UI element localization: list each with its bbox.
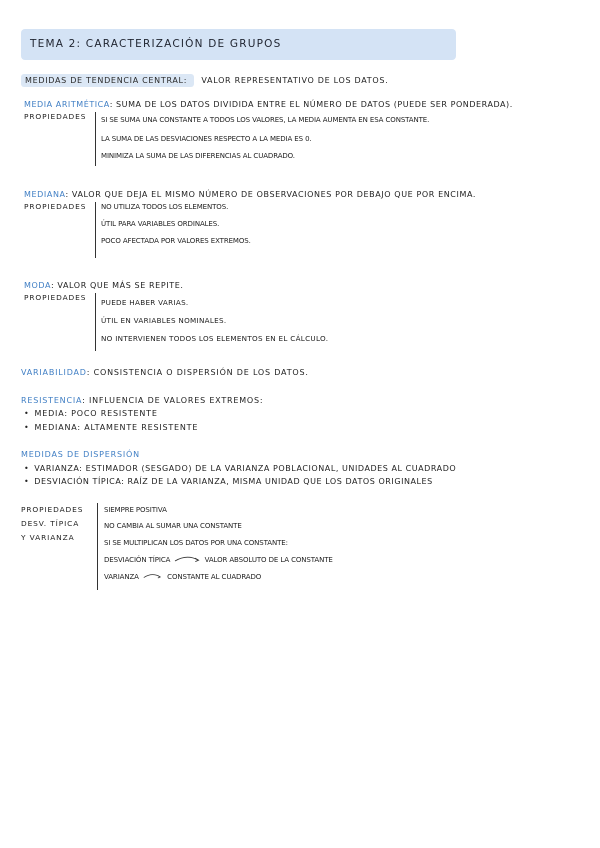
media-definition <box>24 100 513 109</box>
intro-text: VALOR REPRESENTATIVO DE LOS DATOS. <box>201 76 389 85</box>
moda-term: MODA <box>24 281 51 290</box>
moda-definition-text: : VALOR QUE MÁS SE REPITE. <box>50 281 184 290</box>
variabilidad-definition-text: : CONSISTENCIA O DISPERSIÓN DE LOS DATOS. <box>86 368 309 377</box>
title-banner <box>21 29 456 60</box>
media-prop-3: MINIMIZA LA SUMA DE LAS DIFERENCIAS AL CUADRADO. <box>101 152 295 160</box>
dispersion-item-2 <box>24 477 433 486</box>
moda-props-divider <box>95 293 96 351</box>
desv-props-label-line-3: Y VARIANZA <box>21 533 75 542</box>
dispersion-item-1-text: VARIANZA: ESTIMADOR (SESGADO) DE LA VARIANZA POBLACIONAL, UNIDADES AL CUADRADO <box>34 464 457 473</box>
mediana-term: MEDIANA <box>24 190 66 199</box>
resistencia-item-2-text: MEDIANA: ALTAMENTE RESISTENTE <box>34 423 199 432</box>
resistencia-definition <box>21 396 263 405</box>
media-prop-2: LA SUMA DE LAS DESVIACIONES RESPECTO A LA MEDIA ES 0. <box>101 135 312 143</box>
desv-sub-1-left: DESVIACIÓN TÍPICA <box>104 556 171 564</box>
mediana-prop-3: POCO AFECTADA POR VALORES EXTREMOS. <box>101 237 251 245</box>
desv-sub-2 <box>104 572 261 581</box>
media-definition-text: : SUMA DE LOS DATOS DIVIDIDA ENTRE EL NÚMERO DE DATOS (PUEDE SER PONDERADA). <box>109 100 513 109</box>
desv-sub-1-right: VALOR ABSOLUTO DE LA CONSTANTE <box>204 556 333 564</box>
media-props-label: PROPIEDADES <box>24 112 87 121</box>
moda-prop-2: ÚTIL EN VARIABLES NOMINALES. <box>101 316 227 325</box>
dispersion-item-1 <box>24 464 456 473</box>
mediana-definition <box>24 190 476 199</box>
curved-arrow-icon <box>174 555 200 563</box>
page-title: TEMA 2: CARACTERIZACIÓN DE GRUPOS <box>30 38 282 50</box>
curved-arrow-icon <box>143 572 163 580</box>
dispersion-item-2-text: DESVIACIÓN TÍPICA: RAÍZ DE LA VARIANZA, MISMA UNIDAD QUE LOS DATOS ORIGINALES <box>34 477 433 486</box>
moda-prop-1: PUEDE HABER VARIAS. <box>101 298 189 307</box>
media-props-divider <box>95 112 96 166</box>
variabilidad-definition <box>21 368 309 377</box>
resistencia-item-1 <box>24 409 158 418</box>
variabilidad-term: VARIABILIDAD <box>21 368 87 377</box>
resistencia-item-1-text: MEDIA: POCO RESISTENTE <box>34 409 158 418</box>
mediana-prop-1: NO UTILIZA TODOS LOS ELEMENTOS. <box>101 203 229 211</box>
desv-sub-1 <box>104 555 333 564</box>
desv-prop-1: SIEMPRE POSITIVA <box>104 506 167 514</box>
moda-prop-3: NO INTERVIENEN TODOS LOS ELEMENTOS EN EL CÁLCULO. <box>101 334 329 343</box>
dispersion-heading: MEDIDAS DE DISPERSIÓN <box>21 450 140 459</box>
mediana-prop-2: ÚTIL PARA VARIABLES ORDINALES. <box>101 220 220 228</box>
media-prop-1: SI SE SUMA UNA CONSTANTE A TODOS LOS VALORES, LA MEDIA AUMENTA EN ESA CONSTANTE. <box>101 116 430 124</box>
mediana-definition-text: : VALOR QUE DEJA EL MISMO NÚMERO DE OBSERVACIONES POR DEBAJO QUE POR ENCIMA. <box>65 190 477 199</box>
desv-props-divider <box>97 503 98 590</box>
desv-prop-3: SI SE MULTIPLICAN LOS DATOS POR UNA CONSTANTE: <box>104 539 288 547</box>
mediana-props-divider <box>95 202 96 258</box>
desv-prop-2: NO CAMBIA AL SUMAR UNA CONSTANTE <box>104 522 242 530</box>
intro-label: MEDIDAS DE TENDENCIA CENTRAL: <box>21 74 194 87</box>
resistencia-definition-text: : INFLUENCIA DE VALORES EXTREMOS: <box>82 396 264 405</box>
moda-definition <box>24 281 184 290</box>
intro-line <box>21 76 388 85</box>
media-term: MEDIA ARITMÉTICA <box>24 100 110 109</box>
moda-props-label: PROPIEDADES <box>24 293 87 302</box>
mediana-props-label: PROPIEDADES <box>24 202 87 211</box>
desv-sub-2-left: VARIANZA <box>104 573 139 581</box>
desv-props-label-line-2: DESV. TÍPICA <box>21 519 80 528</box>
desv-props-label-line-1: PROPIEDADES <box>21 505 84 514</box>
desv-sub-2-right: CONSTANTE AL CUADRADO <box>167 573 262 581</box>
resistencia-item-2 <box>24 423 198 432</box>
resistencia-term: RESISTENCIA <box>21 396 83 405</box>
